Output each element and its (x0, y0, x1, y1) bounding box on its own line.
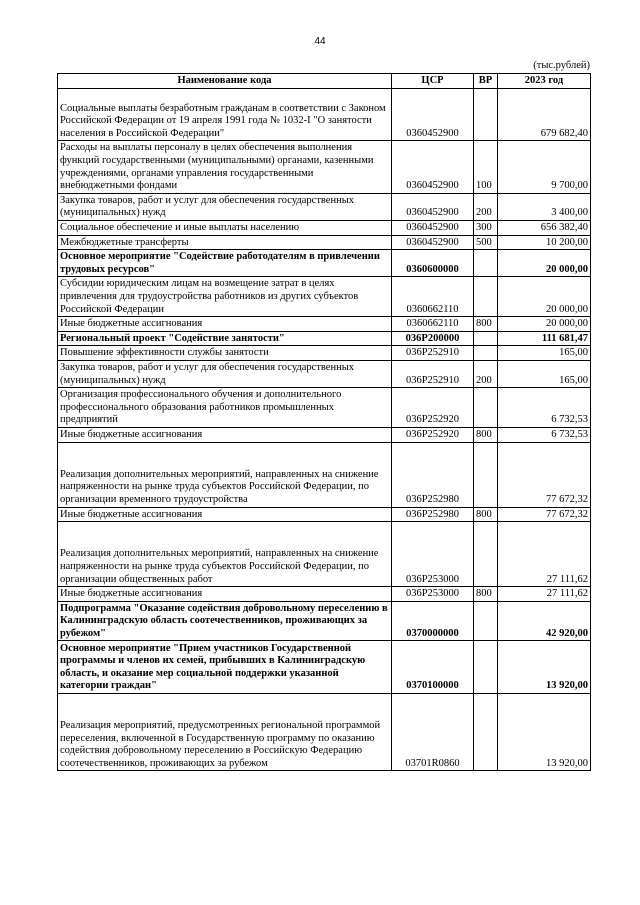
row-csr-cell: 0360600000 (392, 250, 474, 277)
row-name-cell: Закупка товаров, работ и услуг для обеспечения государственных (муниципальных) нужд (58, 360, 392, 387)
table-row (58, 317, 591, 332)
row-vr-cell (474, 346, 498, 361)
row-amt-cell: 165,00 (498, 360, 591, 387)
header-vr: ВР (474, 74, 498, 89)
row-amt-cell: 13 920,00 (498, 641, 591, 693)
row-vr-cell: 800 (474, 507, 498, 522)
row-amt-cell: 42 920,00 (498, 601, 591, 641)
table-header-row (58, 74, 591, 89)
table-row (58, 388, 591, 428)
row-csr-cell: 0360452900 (392, 220, 474, 235)
row-csr-cell: 0360452900 (392, 141, 474, 193)
row-vr-cell (474, 277, 498, 317)
row-csr-cell: 036P252920 (392, 427, 474, 442)
table-row (58, 442, 591, 507)
row-vr-cell (474, 331, 498, 346)
row-amt-cell: 77 672,32 (498, 442, 591, 507)
row-name-cell: Закупка товаров, работ и услуг для обеспечения государственных (муниципальных) нужд (58, 193, 392, 220)
row-csr-cell: 036P253000 (392, 522, 474, 587)
row-name-cell: Повышение эффективности службы занятости (58, 346, 392, 361)
row-amt-cell: 77 672,32 (498, 507, 591, 522)
table-row (58, 693, 591, 771)
row-amt-cell: 9 700,00 (498, 141, 591, 193)
row-name-cell: Социальные выплаты безработным гражданам в соответствии с Законом Российской Федерации от 19 апреля 1991 года № 1032-I "О занятости населения в Российской Федерации" (58, 89, 392, 141)
row-amt-cell: 6 732,53 (498, 427, 591, 442)
row-csr-cell: 0360452900 (392, 235, 474, 250)
table-row (58, 522, 591, 587)
row-csr-cell: 0360452900 (392, 89, 474, 141)
row-name-cell: Организация профессионального обучения и дополнительного профессионального образования работников промышленных предприятий (58, 388, 392, 428)
row-csr-cell: 036P252920 (392, 388, 474, 428)
table-row (58, 89, 591, 141)
header-year: 2023 год (498, 74, 591, 89)
table-row (58, 507, 591, 522)
row-amt-cell: 111 681,47 (498, 331, 591, 346)
row-vr-cell: 800 (474, 587, 498, 602)
row-vr-cell: 200 (474, 360, 498, 387)
header-csr: ЦСР (392, 74, 474, 89)
row-csr-cell: 036P252980 (392, 507, 474, 522)
table-row (58, 141, 591, 193)
row-vr-cell: 100 (474, 141, 498, 193)
row-amt-cell: 27 111,62 (498, 587, 591, 602)
row-name-cell: Межбюджетные трансферты (58, 235, 392, 250)
row-csr-cell: 0360662110 (392, 317, 474, 332)
row-csr-cell: 0370000000 (392, 601, 474, 641)
units-label: (тыс.рублей) (533, 60, 590, 71)
row-csr-cell: 0360662110 (392, 277, 474, 317)
row-amt-cell: 27 111,62 (498, 522, 591, 587)
table-row (58, 193, 591, 220)
row-vr-cell (474, 641, 498, 693)
table-row (58, 641, 591, 693)
table-row (58, 331, 591, 346)
row-vr-cell (474, 442, 498, 507)
row-name-cell: Основное мероприятие "Прием участников Государственной программы и членов их семей, прибывших в Калининградскую область, и оказание мер социальной поддержки указанной категории граждан" (58, 641, 392, 693)
table-row (58, 220, 591, 235)
row-vr-cell (474, 250, 498, 277)
row-amt-cell: 3 400,00 (498, 193, 591, 220)
row-csr-cell: 0370100000 (392, 641, 474, 693)
row-name-cell: Иные бюджетные ассигнования (58, 507, 392, 522)
row-name-cell: Реализация дополнительных мероприятий, направленных на снижение напряженности на рынке труда субъектов Российской Федерации, по организации временного трудоустройства (58, 442, 392, 507)
row-vr-cell: 300 (474, 220, 498, 235)
row-amt-cell: 165,00 (498, 346, 591, 361)
row-vr-cell: 800 (474, 317, 498, 332)
header-name: Наименование кода (58, 74, 392, 89)
row-name-cell: Субсидии юридическим лицам на возмещение затрат в целях привлечения для трудоустройства работников из других субъектов Российской Федерации (58, 277, 392, 317)
table-row (58, 427, 591, 442)
row-amt-cell: 20 000,00 (498, 317, 591, 332)
table-row (58, 360, 591, 387)
row-vr-cell: 800 (474, 427, 498, 442)
row-name-cell: Региональный проект "Содействие занятости" (58, 331, 392, 346)
row-amt-cell: 679 682,40 (498, 89, 591, 141)
row-vr-cell (474, 89, 498, 141)
row-name-cell: Расходы на выплаты персоналу в целях обеспечения выполнения функций государственными (муниципальными) органами, казенными учреждениями, органами управления государственными внебюджетными фондами (58, 141, 392, 193)
row-csr-cell: 0360452900 (392, 193, 474, 220)
row-vr-cell (474, 693, 498, 771)
table-row (58, 235, 591, 250)
row-csr-cell: 036P252910 (392, 360, 474, 387)
table-row (58, 277, 591, 317)
row-csr-cell: 036P253000 (392, 587, 474, 602)
row-amt-cell: 6 732,53 (498, 388, 591, 428)
table-row (58, 346, 591, 361)
row-vr-cell: 500 (474, 235, 498, 250)
row-name-cell: Иные бюджетные ассигнования (58, 587, 392, 602)
row-amt-cell: 10 200,00 (498, 235, 591, 250)
page-number: 44 (314, 36, 326, 47)
row-amt-cell: 13 920,00 (498, 693, 591, 771)
row-vr-cell (474, 601, 498, 641)
table-row (58, 587, 591, 602)
row-csr-cell: 036P252910 (392, 346, 474, 361)
row-amt-cell: 656 382,40 (498, 220, 591, 235)
row-vr-cell (474, 388, 498, 428)
row-name-cell: Реализация дополнительных мероприятий, направленных на снижение напряженности на рынке труда субъектов Российской Федерации, по организации общественных работ (58, 522, 392, 587)
table-row (58, 601, 591, 641)
row-csr-cell: 03701R0860 (392, 693, 474, 771)
budget-table (57, 73, 591, 771)
row-name-cell: Иные бюджетные ассигнования (58, 427, 392, 442)
row-vr-cell (474, 522, 498, 587)
row-name-cell: Социальное обеспечение и иные выплаты населению (58, 220, 392, 235)
row-name-cell: Иные бюджетные ассигнования (58, 317, 392, 332)
row-csr-cell: 036P252980 (392, 442, 474, 507)
table-row (58, 250, 591, 277)
row-name-cell: Реализация мероприятий, предусмотренных региональной программой переселения, включенной в Государственную программу по оказанию содействия добровольному переселению в Российскую Федерацию соотечественников, проживающих за рубежом (58, 693, 392, 771)
row-amt-cell: 20 000,00 (498, 250, 591, 277)
row-vr-cell: 200 (474, 193, 498, 220)
row-name-cell: Подпрограмма "Оказание содействия добровольному переселению в Калининградскую область соотечественников, проживающих за рубежом" (58, 601, 392, 641)
row-name-cell: Основное мероприятие "Содействие работодателям в привлечении трудовых ресурсов" (58, 250, 392, 277)
row-csr-cell: 036P200000 (392, 331, 474, 346)
row-amt-cell: 20 000,00 (498, 277, 591, 317)
table-body (58, 89, 591, 771)
